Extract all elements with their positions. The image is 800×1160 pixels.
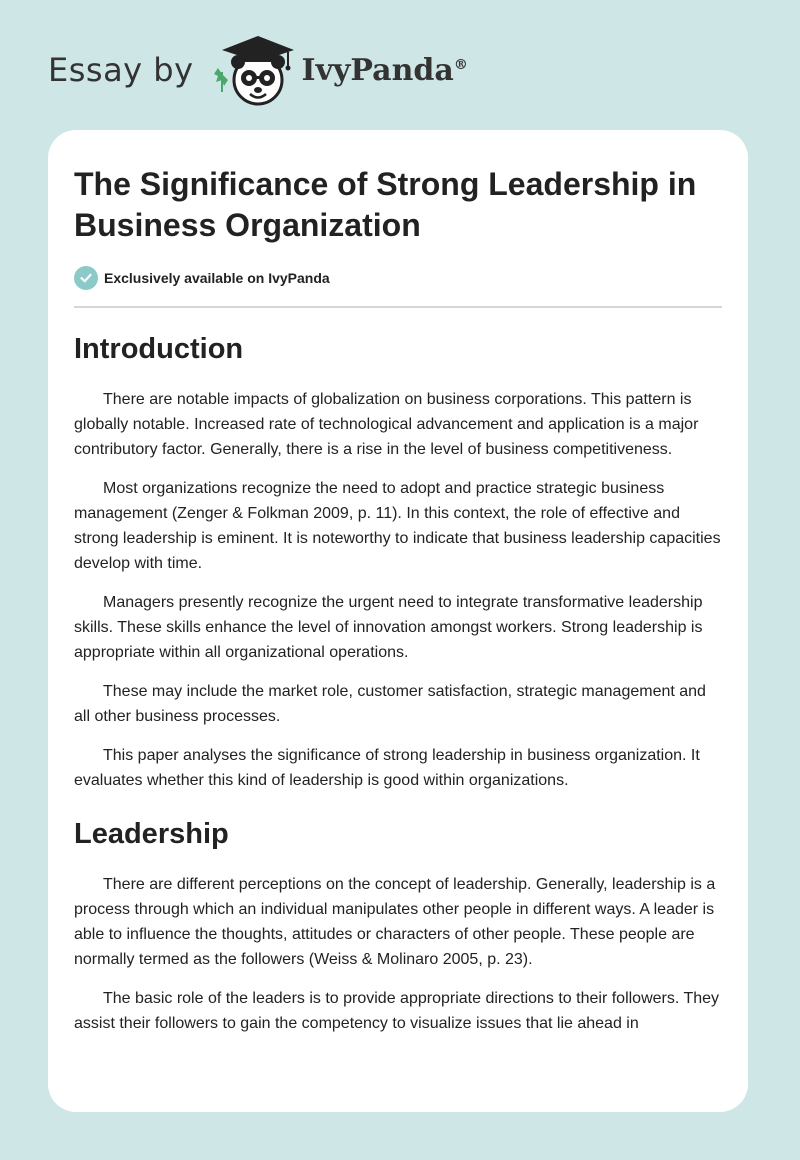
panda-graduate-icon [208, 30, 298, 110]
brand-header [48, 30, 468, 110]
divider [74, 306, 722, 308]
section-heading: Introduction [74, 333, 244, 365]
brand-name[interactable]: IvyPanda® [301, 52, 468, 88]
paragraph: Most organizations recognize the need to adopt and practice strategic business management (Zenger & Folkman 2009, p. 11). In this context, the role of effective and strong leadership is eminent. It is noteworthy to indicate that business leadership capacities develop with time. [74, 480, 721, 572]
paragraph: There are different perceptions on the concept of leadership. Generally, leadership is a process through which an individual manipulates other people in different ways. A leader is able to influence the thoughts, attitudes or characters of other people. These people are normally termed as the followers (Weiss & Molinaro 2005, p. 23). [74, 876, 716, 968]
brand-prefix: Essay by [48, 51, 194, 89]
paragraph: Managers presently recognize the urgent need to integrate transformative leadership skills. These skills enhance the level of innovation amongst workers. Strong leadership is appropriate within all organizational operations. [74, 594, 703, 661]
paragraph: These may include the market role, customer satisfaction, strategic management and all other business processes. [74, 683, 706, 725]
paragraph: This paper analyses the significance of strong leadership in business organization. It evaluates whether this kind of leadership is good within organizations. [74, 747, 700, 789]
essay-card [48, 130, 748, 1112]
section-leadership [74, 815, 722, 1036]
check-circle-icon [74, 266, 98, 290]
section-introduction [74, 330, 722, 793]
badge-text: Exclusively available on IvyPanda [104, 270, 330, 286]
registered-mark: ® [453, 56, 468, 73]
section-heading: Leadership [74, 818, 229, 850]
paragraph: The basic role of the leaders is to provide appropriate directions to their followers. They assist their followers to gain the competency to visualize issues that lie ahead in [74, 990, 720, 1032]
paragraph: There are notable impacts of globalization on business corporations. This pattern is globally notable. Increased rate of technological advancement and application is a major contributory factor. Generally, there is a rise in the level of business competitiveness. [74, 391, 699, 458]
essay-title: The Significance of Strong Leadership in Business Organization [74, 166, 697, 243]
exclusive-badge [74, 266, 722, 290]
